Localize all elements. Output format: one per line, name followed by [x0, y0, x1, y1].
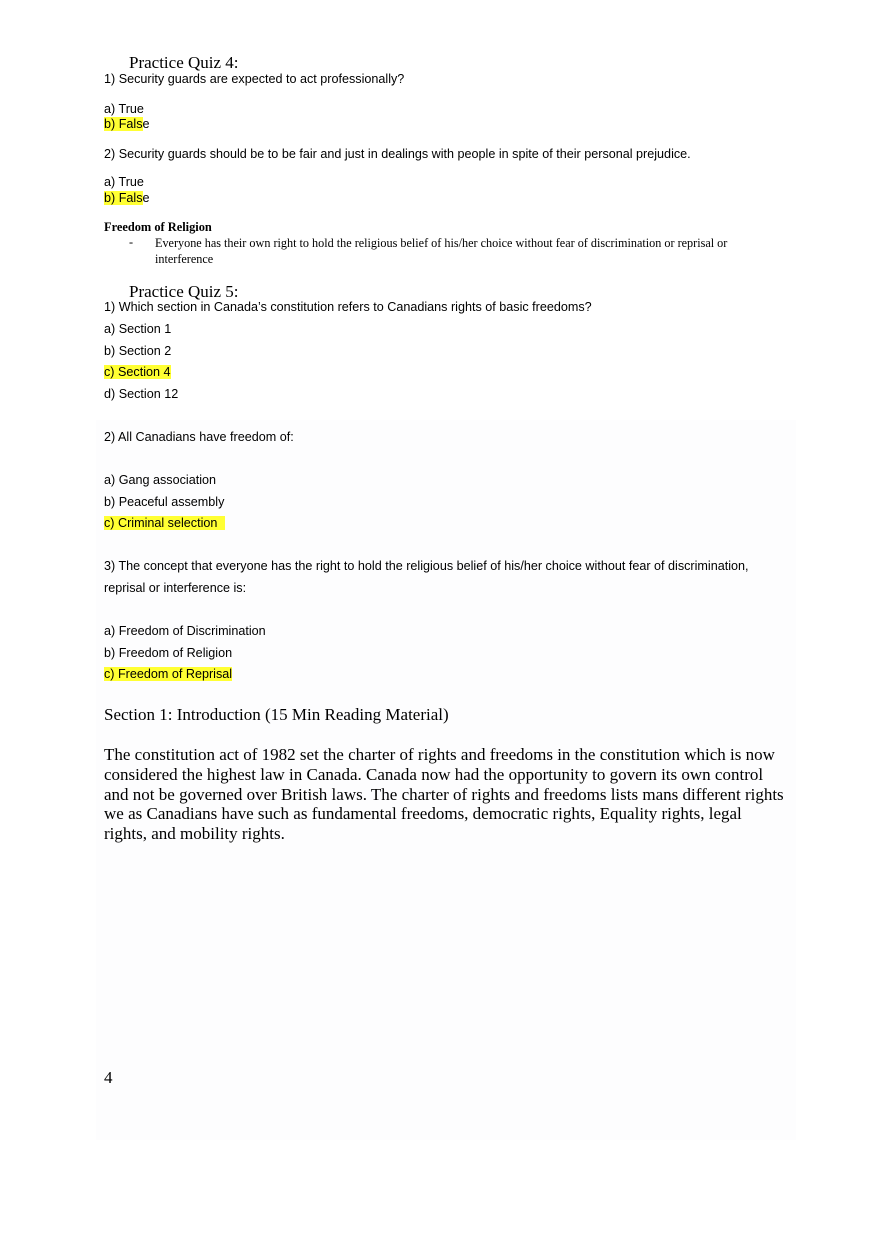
- quiz5-q1-option-b: b) Section 2: [104, 344, 172, 358]
- quiz5-q2-option-c-highlighted: c) Criminal selection: [104, 516, 225, 530]
- quiz4-q1-option-a: a) True: [104, 102, 144, 116]
- section1-heading: Section 1: Introduction (15 Min Reading Material): [104, 705, 449, 724]
- quiz5-title: Practice Quiz 5:: [129, 282, 239, 301]
- quiz5-q1-option-d: d) Section 12: [104, 387, 179, 401]
- quiz5-q1-option-c-highlighted: c) Section 4: [104, 365, 171, 379]
- quiz5-q2-text: 2) All Canadians have freedom of:: [104, 430, 294, 444]
- quiz5-q1-text: 1) Which section in Canada’s constitution refers to Canadians rights of basic freedoms?: [104, 300, 592, 314]
- quiz5-q3-option-a: a) Freedom of Discrimination: [104, 624, 266, 638]
- answer-rest: e: [142, 117, 150, 131]
- page-number: 4: [104, 1068, 113, 1087]
- quiz4-q1-text: 1) Security guards are expected to act professionally?: [104, 72, 405, 86]
- quiz5-q3-text-line1: 3) The concept that everyone has the right to hold the religious belief of his/her choice without fear of discrimination,: [104, 559, 749, 573]
- quiz4-q2-text: 2) Security guards should be to be fair and just in dealings with people in spite of their personal prejudice.: [104, 147, 691, 161]
- section1-paragraph: The constitution act of 1982 set the charter of rights and freedoms in the constitution which is now considered the highest law in Canada. Canada now had the opportunity to govern its own control and not be governed over British laws. The charter of rights and freedoms lists mans different rights we as Canadians have such as fundamental freedoms, democratic rights, Equality rights, legal rights, and mobility rights.: [104, 745, 784, 844]
- freedom-of-religion-text: Everyone has their own right to hold the religious belief of his/her choice without fear of discrimination or reprisal or interference: [155, 236, 728, 266]
- quiz5-q3-text-line2: reprisal or interference is:: [104, 581, 247, 595]
- quiz5-q2-option-b: b) Peaceful assembly: [104, 495, 225, 509]
- freedom-of-religion-heading: Freedom of Religion: [104, 220, 212, 234]
- quiz4-q2-option-a: a) True: [104, 175, 144, 189]
- quiz5-q3-option-b: b) Freedom of Religion: [104, 646, 233, 660]
- quiz5-q2-option-a: a) Gang association: [104, 473, 217, 487]
- quiz4-q1-option-b: [104, 117, 150, 131]
- answer-rest: e: [142, 191, 150, 205]
- bullet-dash: -: [129, 235, 134, 249]
- quiz4-q2-option-b: [104, 191, 150, 205]
- quiz5-q1-option-a: a) Section 1: [104, 322, 172, 336]
- highlighted-answer: b) Fals: [104, 191, 143, 205]
- quiz5-q3-option-c-highlighted: c) Freedom of Reprisal: [104, 667, 233, 681]
- highlighted-answer: b) Fals: [104, 117, 143, 131]
- quiz4-title: Practice Quiz 4:: [129, 53, 239, 72]
